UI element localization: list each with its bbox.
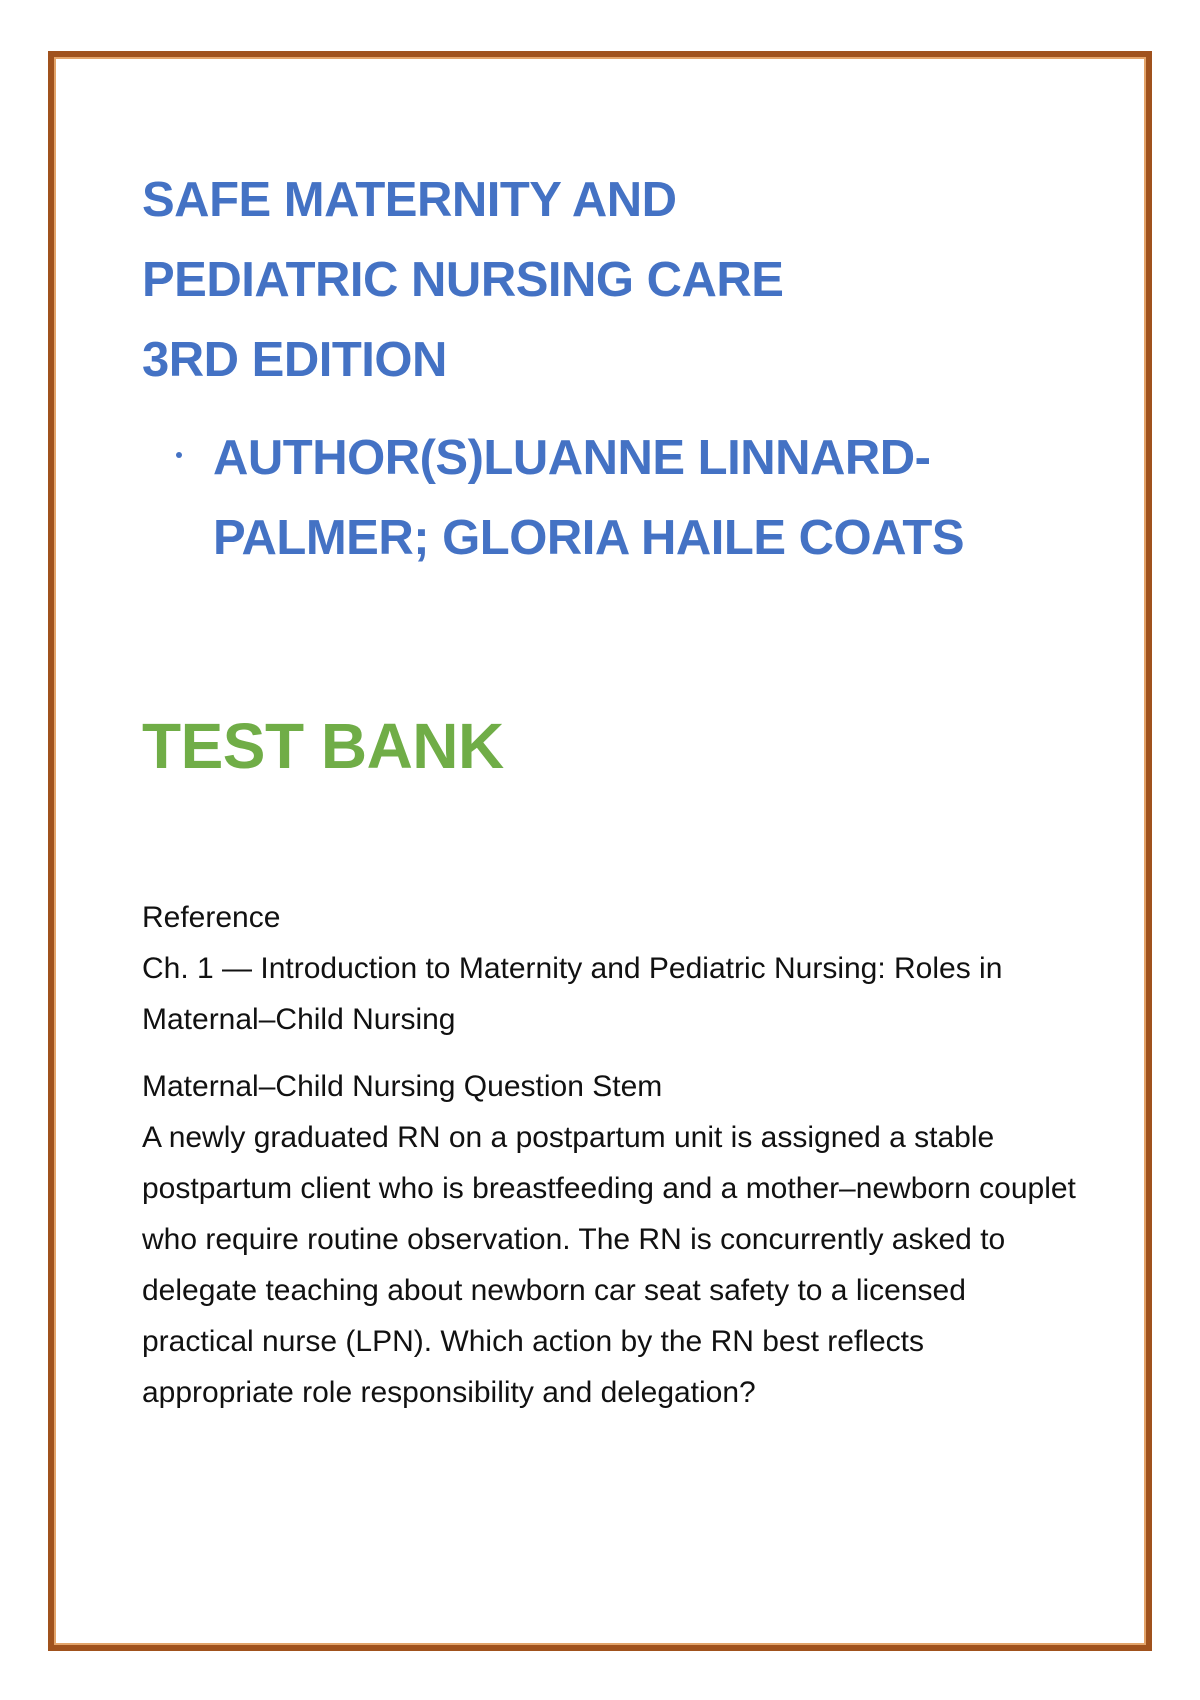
test-bank-heading: TEST BANK <box>142 710 504 782</box>
reference-block <box>142 892 1082 1418</box>
edition-label: 3RD EDITION <box>142 333 447 387</box>
reference-label: Reference <box>142 901 281 934</box>
question-stem-label: Maternal–Child Nursing Question Stem <box>142 1070 663 1103</box>
book-title: SAFE MATERNITY AND PEDIATRIC NURSING CARE <box>142 173 784 307</box>
question-text: A newly graduated RN on a postpartum unit is assigned a stable postpartum client who is breastfeeding and a mother–newborn couplet who require routine observation. The RN is concurrently asked to delegate teaching about newborn car seat safety to a licensed practical nurse (LPN). Which action by the RN best reflects appropriate role responsibility and delegation? <box>142 1121 1076 1409</box>
title-block <box>142 160 1082 578</box>
authors-text: AUTHOR(S)LUANNE LINNARD-PALMER; GLORIA HAILE COATS <box>213 431 964 565</box>
bullet-icon <box>176 452 182 458</box>
author-list-item <box>142 418 973 578</box>
chapter-reference: Ch. 1 — Introduction to Maternity and Pediatric Nursing: Roles in Maternal–Child Nursing <box>142 952 1003 1036</box>
